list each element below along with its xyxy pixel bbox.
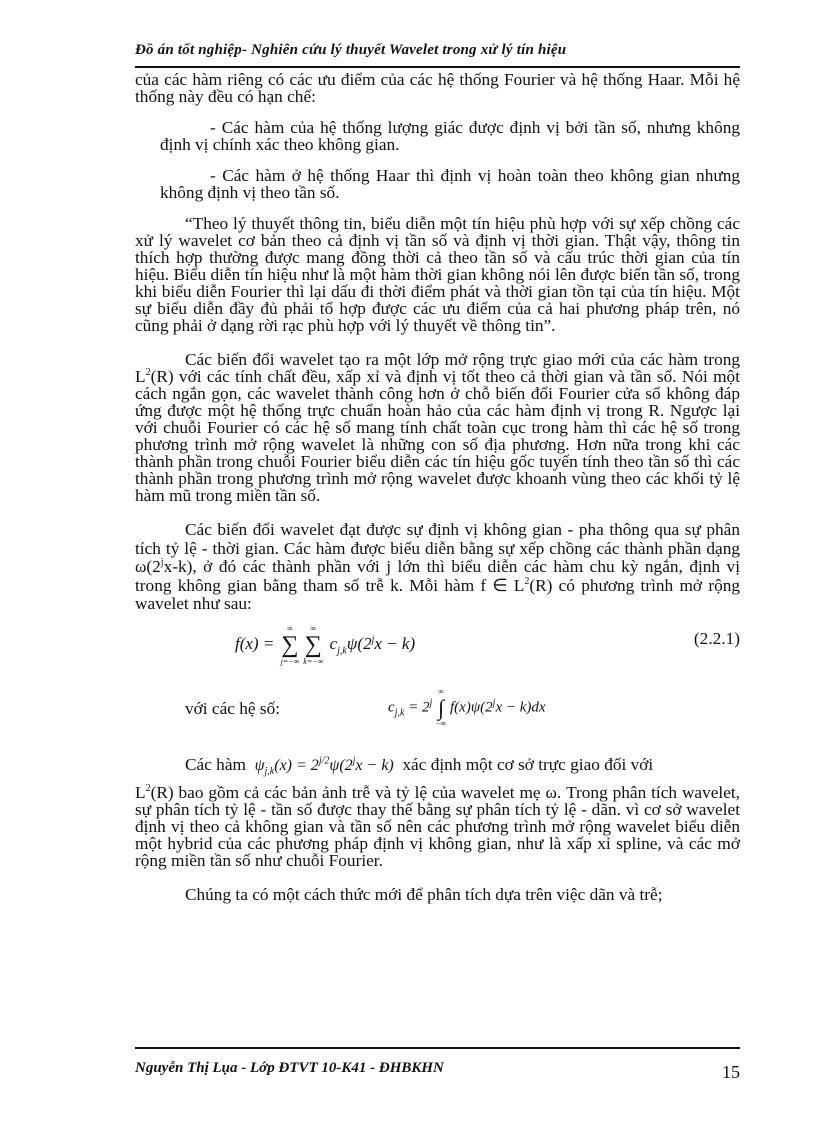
paragraph-quote: “Theo lý thuyết thông tin, biểu diễn một tín hiệu phù hợp với sự xếp chồng các xử lý wavelet cơ bản theo cả định vị tần số và định vị thời gian. Thật vậy, thông tin thích hợp thường được mang đồng thời cả theo tần số và cấu trúc thời gian của tín hiệu. Biểu diễn tín hiệu như là một hàm thời gian không nói lên được biến tần số, trong khi biểu diễn Fourier thì lại dấu đi thời điểm phát và thời gian tồn tại của tín hiệu. Một sự biểu diễn đầy đủ phải tổ hợp được các ưu điểm của cả hai phương pháp trên, nó cũng phải ở dạng rời rạc phù hợp với lý thuyết về thông tin”.: [135, 214, 740, 335]
paragraph-orthogonal-basis: $L^2(R)$ bao gồm cả các bản ảnh trễ và tỷ lệ của wavelet mẹ ω. Trong phân tích wavelet, sự phân tích tỷ lệ - tần số được thay thế bằng sự phân tích tỷ lệ - dãn. vì cơ sở wavelet định vị theo cả không gian và tần số nên các phương trình mở rộng wavelet biểu diễn một hybrid của các phương pháp định vị không gian, như là xấp xỉ spline, và các mở rộng miền tần số như chuỗi Fourier.: [135, 782, 740, 870]
bullet-trigonometric: - Các hàm của hệ thống lượng giác được định vị bởi tần số, nhưng không định vị chính xác theo không gian.: [160, 118, 740, 154]
paragraph-wavelet-transforms: Các biến đổi wavelet tạo ra một lớp mở rộng trực giao mới của các hàm trong $L^2(R)$ với các tính chất đều, xấp xỉ và định vị tốt theo cả thời gian và tần số. Nói một cách ngắn gọn, các wavelet thành công hơn ở chỗ biến đổi Fourier cửa sổ không đáp ứng được một hệ thống trực chuẩn hoàn hảo của các hàm định vị trong R. Ngược lại với chuỗi Fourier có các hệ số mang tính chất toàn cục trong hàm thì các hệ số trong phương trình mở rộng wavelet là những con số địa phương. Hơn nữa trong khi các thành phần trong chuỗi Fourier biểu diễn các tín hiệu gốc tuyến tính theo tần số thì các thành phần trong phương trình mở rộng wavelet được khoanh vùng theo các khối tỷ lệ hàm mũ trong miền tần số.: [135, 350, 740, 505]
paragraph-intro: của các hàm riêng có các ưu điểm của các hệ thống Fourier và hệ thống Haar. Mỗi hệ thống này đều có hạn chế:: [135, 70, 740, 106]
header-rule: [135, 66, 740, 68]
coefficient-formula: [135, 674, 740, 742]
coefficient-expression: $c_{j,k} = 2^j$ ∞ ∫ −∞ $f(x)\psi(2^jx - k)dx$: [388, 686, 546, 728]
footer-rule: [135, 1047, 740, 1049]
bullet-haar: - Các hàm ở hệ thống Haar thì định vị hoàn toàn theo không gian nhưng không định vị theo tần số.: [160, 166, 740, 202]
page-number: 15: [722, 1062, 740, 1082]
equation-wavelet-expansion: [135, 614, 740, 674]
equation-expression: f(x) = ∞ ∑ j=−∞ ∞ ∑ k=−∞ $c_{j,k}\psi(2^jx - k)$: [235, 623, 416, 666]
coefficient-label: với các hệ số:: [185, 698, 281, 718]
page-header: Đồ án tốt nghiệp- Nghiên cứu lý thuyết Wavelet trong xử lý tín hiệu: [135, 42, 567, 58]
paragraph-basis-intro: Các hàm $\psi_{j,k}(x) = 2^{j/2}\psi(2^jx - k)$ xác định một cơ sở trực giao đối với: [185, 754, 654, 777]
paragraph-new-method: Chúng ta có một cách thức mới để phân tích dựa trên việc dãn và trễ;: [185, 884, 663, 904]
paragraph-localization: Các biến đổi wavelet đạt được sự định vị không gian - pha thông qua sự phân tích tỷ lệ - thời gian. Các hàm được biểu diễn bằng sự xếp chồng các thành phần dạng ω(2$^j$x-k), ở đó các thành phần với j lớn thì biểu diễn các hàm chu kỳ ngắn, định vị trong không gian bằng tham số trễ k. Mỗi hàm f ∈ $L^2(R)$ có phương trình mở rộng wavelet như sau:: [135, 520, 740, 613]
equation-number: (2.2.1): [693, 628, 740, 648]
page-body: [135, 71, 740, 903]
page-footer-author: Nguyễn Thị Lụa - Lớp ĐTVT 10-K41 - ĐHBKHN: [135, 1060, 444, 1076]
basis-function-expression: $\psi_{j,k}(x) = 2^{j/2}\psi(2^jx - k)$: [254, 755, 394, 777]
